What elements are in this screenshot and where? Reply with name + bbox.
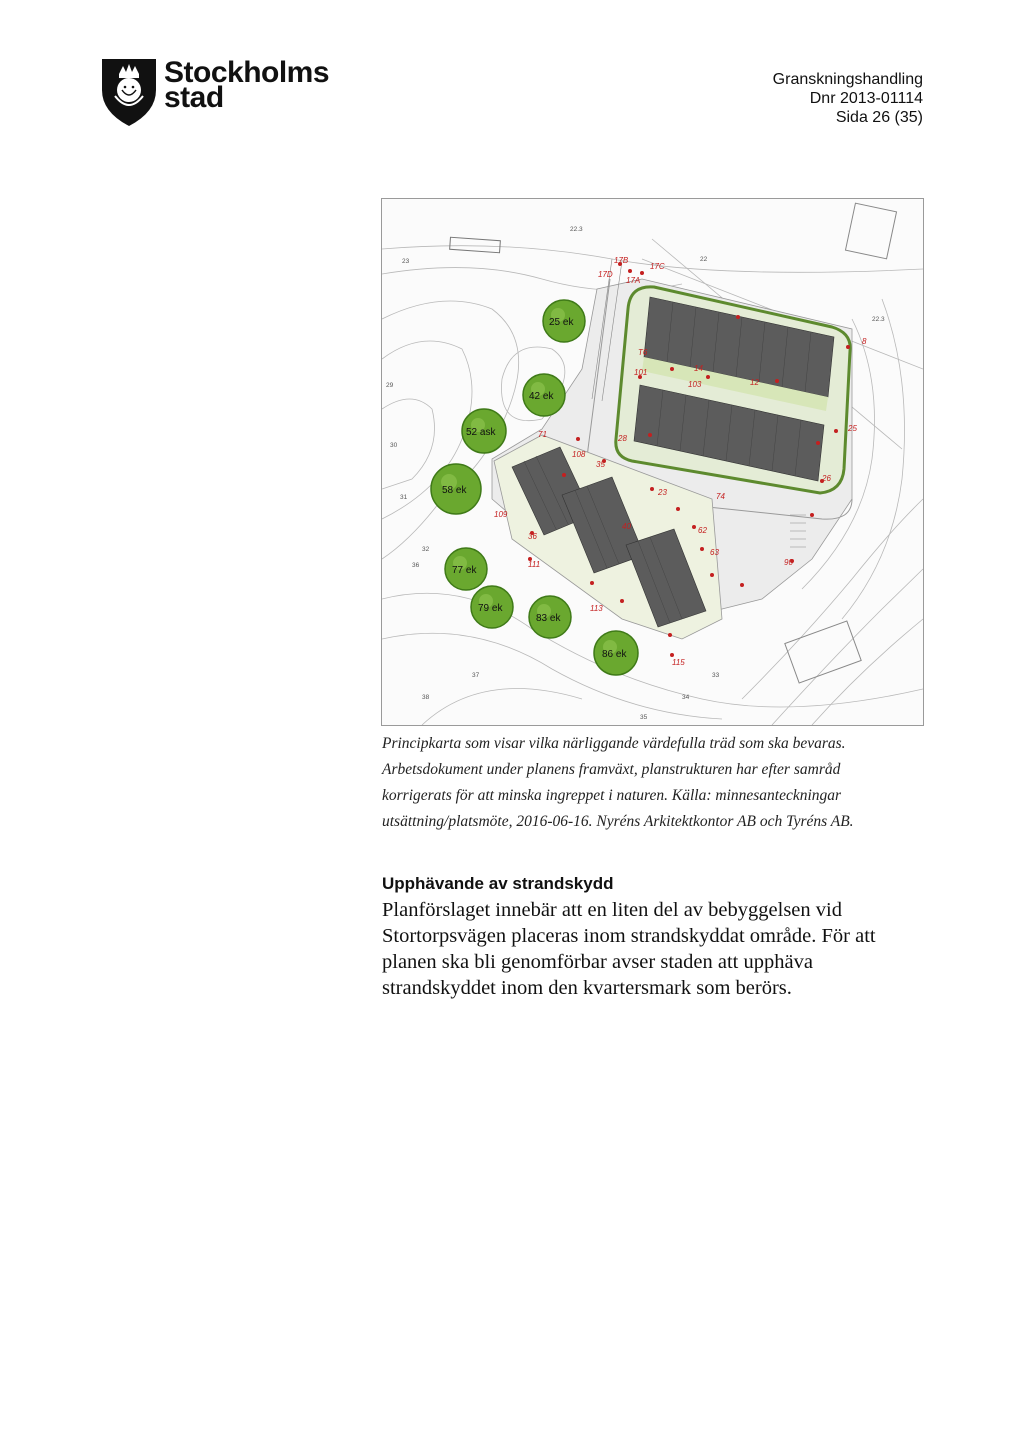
body-line: planen ska bli genomförbar avser staden att upphäva: [382, 951, 813, 973]
tree-58-ek: [431, 464, 481, 514]
marker-label: 23: [658, 488, 667, 497]
page-number: Sida 26 (35): [835, 109, 923, 126]
marker-label: 14: [694, 364, 703, 373]
marker-label: 17D: [598, 270, 613, 279]
marker-label: 17A: [626, 276, 641, 285]
elevation-label: 22.3: [570, 226, 583, 233]
tree-25-ek: [543, 300, 585, 342]
caption-line: utsättning/platsmöte, 2016-06-16. Nyréns Arkitektkontor AB och Tyréns AB.: [382, 813, 854, 830]
marker-label: 17B: [614, 256, 629, 265]
marker-label: 40: [622, 522, 631, 531]
section-body: [382, 897, 942, 1001]
tree-label: 58 ek: [442, 485, 467, 496]
elevation-label: 36: [412, 562, 420, 569]
elevation-label: 32: [422, 546, 430, 553]
elevation-label: 38: [422, 694, 430, 701]
tree-79-ek: [471, 586, 513, 628]
tree-52-ask: [462, 409, 506, 453]
elevation-label: 29: [386, 382, 394, 389]
marker-label: 8: [862, 337, 867, 346]
body-line: strandskyddet inom den kvartersmark som berörs.: [382, 977, 792, 999]
document-status: Granskningshandling: [772, 71, 923, 88]
marker-label: 17C: [650, 262, 665, 271]
body-line: Planförslaget innebär att en liten del av bebyggelsen vid: [382, 899, 842, 921]
tree-label: 42 ek: [529, 391, 554, 402]
tree-label: 86 ek: [602, 649, 627, 660]
marker-label: 35: [596, 460, 605, 469]
caption-line: korrigerats för att minska ingreppet i naturen. Källa: minnesanteckningar: [382, 787, 842, 804]
marker-label: 90: [784, 558, 793, 567]
tree-label: 77 ek: [452, 565, 477, 576]
marker-label: T6: [638, 348, 648, 357]
marker-label: 103: [688, 380, 702, 389]
tree-83-ek: [529, 596, 571, 638]
caption-line: Arbetsdokument under planens framväxt, planstrukturen har efter samråd: [382, 761, 841, 778]
tree-42-ek: [523, 374, 565, 416]
marker-label: 36: [528, 532, 537, 541]
marker-label: 74: [716, 492, 725, 501]
elevation-label: 31: [400, 494, 408, 501]
marker-label: 12: [750, 378, 759, 387]
tree-77-ek: [445, 548, 487, 590]
marker-label: 71: [538, 430, 547, 439]
elevation-label: 37: [472, 672, 480, 679]
site-plan-drawing: [382, 199, 923, 725]
caption-line: Principkarta som visar vilka närliggande värdefulla träd som ska bevaras.: [382, 735, 846, 752]
marker-label: 25: [848, 424, 857, 433]
elevation-label: 23: [402, 258, 410, 265]
logo-text-line-1: Stockholms: [164, 56, 330, 89]
tree-label: 79 ek: [478, 603, 503, 614]
elevation-label: 34: [682, 694, 690, 701]
document-meta: [773, 70, 923, 127]
marker-label: 101: [634, 368, 648, 377]
marker-label: 62: [698, 526, 707, 535]
elevation-label: 30: [390, 442, 398, 449]
marker-label: 113: [590, 604, 603, 613]
site-plan-map: [381, 198, 924, 726]
marker-label: 111: [528, 560, 541, 569]
marker-label: 63: [710, 548, 719, 557]
tree-label: 52 ask: [466, 427, 496, 438]
elevation-label: 35: [640, 714, 648, 721]
tree-label: 83 ek: [536, 613, 561, 624]
figure-caption: [382, 731, 942, 835]
tree-86-ek: [594, 631, 638, 675]
marker-label: 28: [618, 434, 627, 443]
marker-label: 108: [572, 450, 586, 459]
elevation-label: 22: [700, 256, 708, 263]
marker-label: 26: [822, 474, 831, 483]
marker-label: 115: [672, 658, 685, 667]
section-heading: Upphävande av strandskydd: [382, 874, 614, 893]
elevation-label: 33: [712, 672, 720, 679]
stockholms-stad-logo: [100, 56, 330, 128]
logo-text-line-2: stad: [164, 81, 224, 114]
marker-label: 109: [494, 510, 508, 519]
elevation-label: 22.3: [872, 316, 885, 323]
body-line: Stortorpsvägen placeras inom strandskyddat område. För att: [382, 925, 876, 947]
document-reference: Dnr 2013-01114: [809, 90, 923, 107]
tree-label: 25 ek: [549, 317, 574, 328]
coat-of-arms-icon: [100, 56, 158, 128]
